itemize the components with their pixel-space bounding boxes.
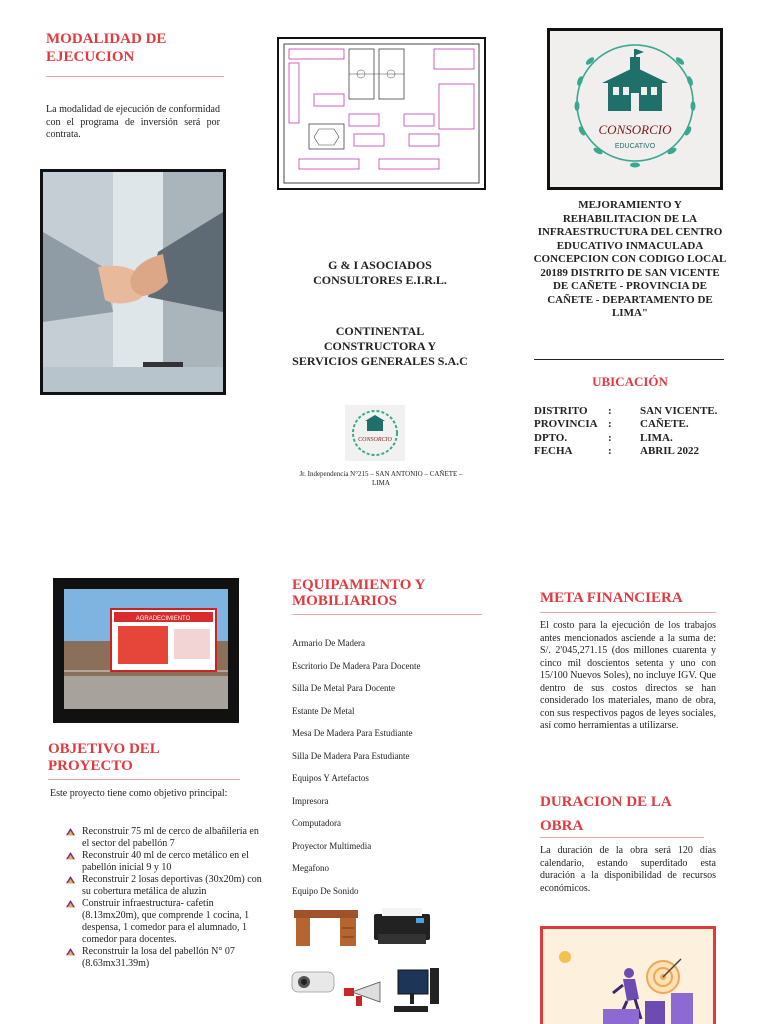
svg-text:CONSORCIO: CONSORCIO [598, 122, 672, 137]
divider [292, 614, 482, 615]
divider [48, 779, 240, 780]
divider [534, 359, 724, 360]
floor-plan-image [277, 37, 486, 190]
list-item: Armario De Madera [292, 638, 365, 648]
desk-icon [294, 910, 358, 946]
list-item: Reconstruir 75 ml de cerco de albañilería en el sector del pabellón 7 [62, 826, 262, 850]
objetivo-title: OBJETIVO DEL PROYECTO [48, 741, 159, 774]
equipamiento-list [292, 632, 492, 902]
list-item: Escritorio De Madera Para Docente [292, 660, 421, 671]
svg-text:AGRADECIMIENTO: AGRADECIMIENTO [135, 616, 191, 622]
colon: : [608, 405, 612, 417]
list-item: Impresora [292, 795, 329, 806]
list-item: Reconstruir 2 losas deportivas (30x20m) con su cobertura metálica de aluzin [62, 874, 262, 898]
list-item: Silla De Madera Para Estudiante [292, 750, 410, 761]
duracion-text: La duración de la obra será 120 días calendario, estando superditado esta duración a la disponibilidad de recursos económicos. [540, 845, 716, 894]
projector-icon [292, 972, 334, 992]
objetivo-list [62, 826, 262, 970]
list-item: Reconstruir la losa del pabellón N° 07 (8.63mx31.39m) [62, 946, 262, 970]
svg-text:EDUCATIVO: EDUCATIVO [614, 143, 656, 150]
company-name-1: G & I ASOCIADOS CONSULTORES E.I.R.L. [313, 258, 447, 287]
list-item: Estante De Metal [292, 705, 355, 716]
bullet-icon [66, 876, 75, 885]
meta-financiera-text: El costo para la ejecución de los trabajos antes mencionados asciende a la suma de: S/. 2'045,271.15 (dos millones cuarenta y cinco mil doscientos setenta y uno con 15/100 Nuevos Soles), no incluye IGV. Que dentro de sus costos directos se han considerado los materiales, mano de obra, con sus respectivos pagos de leyes sociales, así como herramientas a utilizarse. [540, 620, 716, 731]
meta-financiera-title: META FINANCIERA [540, 590, 683, 606]
colon: : [608, 432, 612, 444]
printer-icon [374, 908, 430, 944]
ubicacion-value: LIMA. [640, 432, 673, 444]
list-item: Reconstruir 40 ml de cerco metálico en el pabellón inicial 9 y 10 [62, 850, 262, 874]
ubicacion-title: UBICACIÓN [592, 374, 668, 389]
company-name-2: CONTINENTAL CONSTRUCTORA Y SERVICIOS GENERALES S.A.C [292, 324, 468, 368]
svg-text:CONSORCIO: CONSORCIO [358, 437, 392, 443]
equipment-images [290, 902, 440, 1024]
ubicacion-value: CAÑETE. [640, 418, 689, 430]
project-title: MEJORAMIENTO Y REHABILITACION DE LA INFRAESTRUCTURA DEL CENTRO EDUCATIVO INMACULADA CONCEPCION CON CODIGO LOCAL 20189 DISTRITO DE SAN VICENTE DE CAÑETE - PROVINCIA DE CAÑETE - DEPARTAMENTO DE LIMA" [533, 199, 727, 319]
ubicacion-label: FECHA [534, 445, 573, 457]
ubicacion-value: SAN VICENTE. [640, 405, 718, 417]
bullet-icon [66, 828, 75, 837]
list-item: Computadora [292, 818, 341, 828]
colon: : [608, 445, 612, 457]
modalidad-text: La modalidad de ejecución de conformidad con el programa de inversión será por contrata. [46, 104, 220, 140]
list-item: Proyector Multimedia [292, 840, 372, 851]
consorcio-logo [547, 28, 723, 190]
modalidad-title: MODALIDAD DE EJECUCION [46, 31, 167, 65]
divider [540, 837, 704, 838]
colon: : [608, 418, 612, 430]
handshake-photo [40, 169, 226, 395]
computer-icon [394, 968, 439, 1012]
goal-illustration [540, 926, 716, 1024]
address-text: Jr. Independencia N°215 – SAN ANTONIO – CAÑETE – LIMA [299, 470, 463, 487]
list-item: Equipo De Sonido [292, 885, 359, 896]
bullet-icon [66, 948, 75, 957]
banner-photo [53, 578, 239, 723]
divider [46, 76, 224, 77]
list-item: Mesa De Madera Para Estudiante [292, 728, 413, 738]
duracion-title: DURACION DE LA OBRA [540, 794, 671, 834]
equipamiento-title: EQUIPAMIENTO Y MOBILIARIOS [292, 577, 425, 609]
ubicacion-value: ABRIL 2022 [640, 445, 699, 457]
list-item: Construir infraestructura- cafetín (8.13mx20m), que comprende 1 cocina, 1 despensa, 1 comedor para el alumnado, 1 comedor para docentes. [62, 898, 262, 946]
ubicacion-label: PROVINCIA [534, 418, 598, 430]
megaphone-icon [344, 982, 380, 1006]
objetivo-intro: Este proyecto tiene como objetivo principal: [50, 788, 228, 799]
list-item: Silla De Metal Para Docente [292, 683, 395, 693]
consorcio-logo-small [345, 405, 405, 461]
list-item: Equipos Y Artefactos [292, 773, 369, 783]
bullet-icon [66, 852, 75, 861]
bullet-icon [66, 900, 75, 909]
ubicacion-label: DISTRITO [534, 405, 588, 417]
ubicacion-label: DPTO. [534, 432, 568, 444]
list-item: Megafono [292, 863, 329, 873]
divider [540, 612, 716, 613]
